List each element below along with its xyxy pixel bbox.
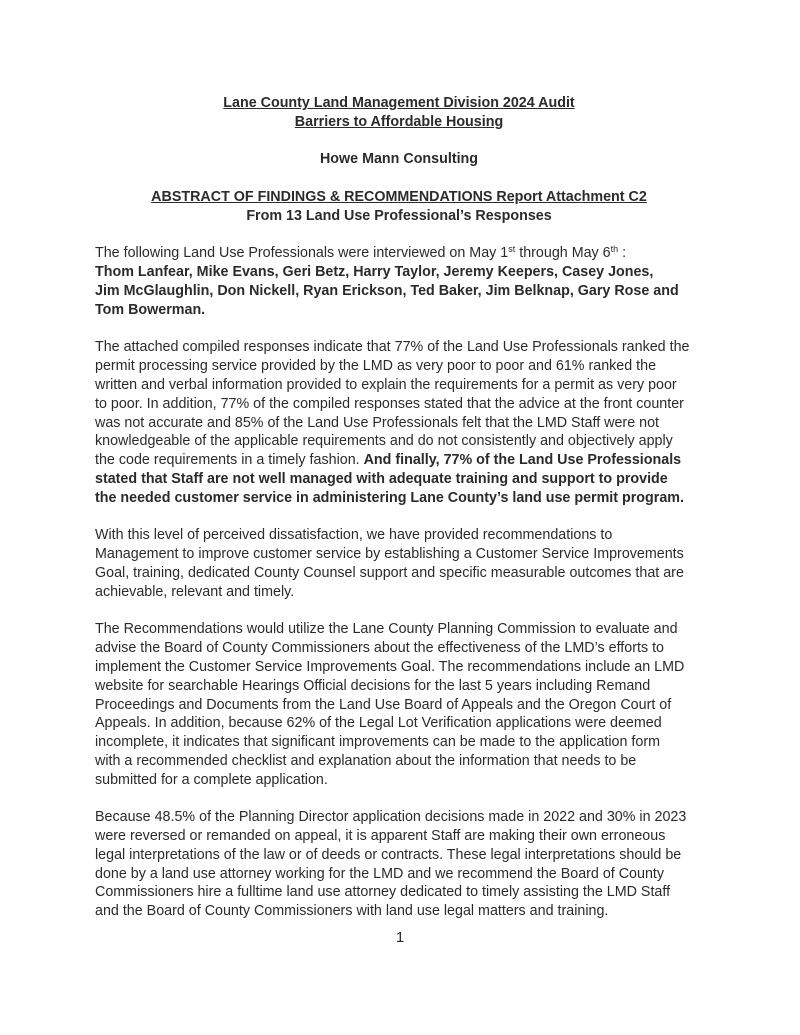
- p3-line: with a recommended checklist and explanation about the information that needs to be: [95, 752, 637, 769]
- p3-line: implement the Customer Service Improvements Goal. The recommendations include an LMD: [95, 658, 685, 675]
- intro-text-b: through May 6: [515, 245, 611, 262]
- p2-line: achievable, relevant and timely.: [95, 583, 295, 600]
- p1-line: was not accurate and 85% of the Land Use Professionals felt that the LMD Staff were not: [95, 414, 659, 431]
- p1-line: knowledgeable of the applicable requirements and do not consistently and objectively apply: [95, 433, 673, 450]
- intro-paragraph: [95, 244, 703, 319]
- abstract-line-2: From 13 Land Use Professional’s Responses: [246, 207, 552, 224]
- p3-line: advise the Board of County Commissioners about the effectiveness of the LMD’s efforts to: [95, 640, 664, 657]
- p1-line: to poor. In addition, 77% of the compiled responses stated that the advice at the front counter: [95, 395, 684, 412]
- intro-sup-a: st: [508, 244, 516, 255]
- p1-bold-line: the needed customer service in administering Lane County’s land use permit program.: [95, 489, 684, 506]
- p3-line: The Recommendations would utilize the Lane County Planning Commission to evaluate and: [95, 621, 678, 638]
- title-line-2: Barriers to Affordable Housing: [294, 113, 504, 130]
- abstract-line-1: ABSTRACT OF FINDINGS & RECOMMENDATIONS Report Attachment C2: [151, 188, 647, 205]
- p4-line: were reversed or remanded on appeal, it is apparent Staff are making their own erroneous: [95, 828, 666, 845]
- p1-line: The attached compiled responses indicate that 77% of the Land Use Professionals ranked the: [95, 339, 690, 356]
- page-number: 1: [395, 929, 405, 946]
- p4-line: Because 48.5% of the Planning Director application decisions made in 2022 and 30% in 2023: [95, 809, 687, 826]
- p4-line: and the Board of County Commissioners with land use legal matters and training.: [95, 903, 609, 920]
- findings-paragraph: [95, 338, 703, 507]
- legal-interpretation-paragraph: [95, 808, 703, 921]
- p1-line: the code requirements in a timely fashion.: [95, 452, 364, 469]
- p3-line: Proceedings and Documents from the Land Use Board of Appeals and the Oregon Court of: [95, 696, 672, 713]
- names-line-2: Jim McGlaughlin, Don Nickell, Ryan Erickson, Ted Baker, Jim Belknap, Gary Rose and: [95, 282, 679, 299]
- consultant-name: Howe Mann Consulting: [319, 151, 479, 168]
- abstract-heading: [95, 188, 703, 226]
- intro-sup-b: th: [610, 244, 619, 255]
- p2-line: With this level of perceived dissatisfaction, we have provided recommendations to: [95, 527, 613, 544]
- names-line-3: Tom Bowerman.: [95, 301, 206, 318]
- intro-text-a: The following Land Use Professionals were interviewed on May 1: [95, 245, 509, 262]
- planning-commission-paragraph: [95, 620, 703, 789]
- p4-line: done by a land use attorney working for the LMD and we recommend the Board of County: [95, 865, 665, 882]
- p3-line: submitted for a complete application.: [95, 771, 328, 788]
- p3-line: Appeals. In addition, because 62% of the Legal Lot Verification applications were deemed: [95, 715, 662, 732]
- intro-text-c: :: [618, 245, 627, 262]
- names-line-1: Thom Lanfear, Mike Evans, Geri Betz, Harry Taylor, Jeremy Keepers, Casey Jones,: [95, 264, 654, 281]
- p2-line: Management to improve customer service by establishing a Customer Service Improvements: [95, 546, 684, 563]
- p1-bold-line: stated that Staff are not well managed with adequate training and support to provide: [95, 470, 668, 487]
- p1-bold-line: And finally, 77% of the Land Use Professionals: [363, 452, 682, 469]
- recommendations-paragraph: [95, 526, 703, 601]
- title-line-1: Lane County Land Management Division 2024 Audit: [223, 95, 575, 111]
- p1-line: permit processing service provided by the LMD as very poor to poor and 61% ranked the: [95, 358, 657, 375]
- document-page: [95, 94, 703, 921]
- p1-line: written and verbal information provided to explain the requirements for a permit as very poor: [95, 376, 677, 393]
- report-title: [95, 94, 703, 132]
- p2-line: Goal, training, dedicated County Counsel support and specific measurable outcomes that are: [95, 564, 684, 581]
- p3-line: incomplete, it indicates that significant improvements can be made to the application form: [95, 734, 661, 751]
- p3-line: website for searchable Hearings Official decisions for the last 5 years including Remand: [95, 677, 651, 694]
- p4-line: Commissioners hire a fulltime land use attorney dedicated to timely assisting the LMD Staff: [95, 884, 671, 901]
- p4-line: legal interpretations of the law or of deeds or contracts. These legal interpretations should be: [95, 846, 682, 863]
